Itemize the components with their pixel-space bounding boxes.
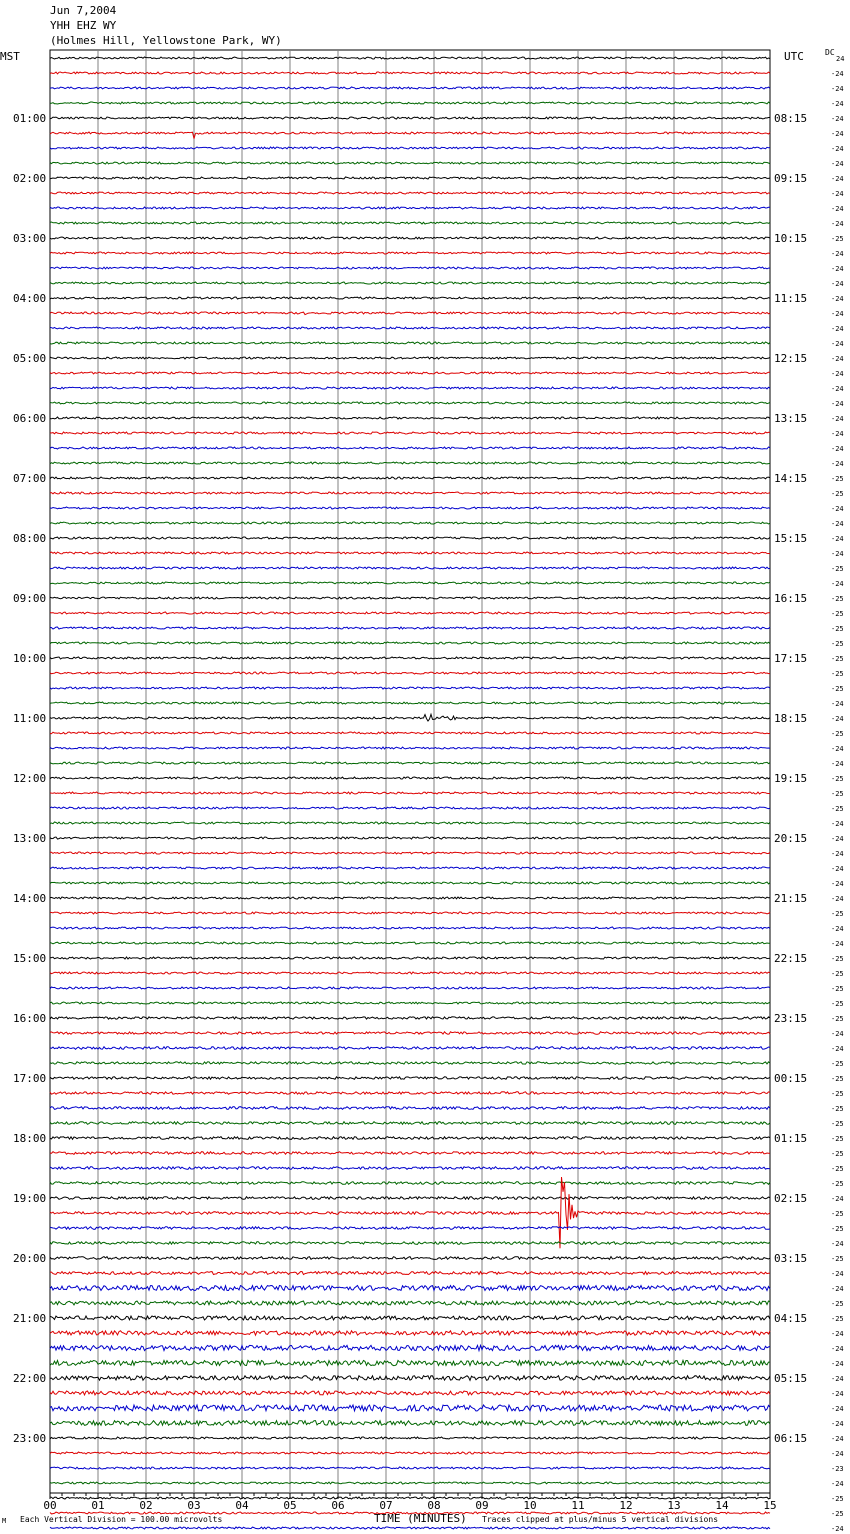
dc-offset-value: -24 xyxy=(831,160,844,168)
x-tick-label: 04 xyxy=(235,1499,249,1512)
left-hour-label: 21:00 xyxy=(13,1312,47,1325)
trace-row xyxy=(50,1527,770,1529)
trace-row xyxy=(50,1331,770,1335)
dc-offset-value: -24 xyxy=(831,580,844,588)
right-hour-label: 23:15 xyxy=(774,1012,808,1025)
left-hour-label: 06:00 xyxy=(13,412,47,425)
trace-row xyxy=(50,1077,770,1079)
trace-row xyxy=(50,72,770,74)
dc-offset-value: -24 xyxy=(831,1195,844,1203)
left-hour-label: 17:00 xyxy=(13,1072,47,1085)
left-hour-label: 13:00 xyxy=(13,832,47,845)
trace-row xyxy=(50,912,770,914)
trace-row xyxy=(50,807,770,809)
trace-row xyxy=(50,57,770,59)
dc-offset-value: -24 xyxy=(831,1330,844,1338)
dc-offset-value: -24 xyxy=(831,460,844,468)
trace-row xyxy=(50,1272,770,1275)
trace-row xyxy=(50,192,770,194)
trace-row xyxy=(50,987,770,989)
dc-offset-value: -25 xyxy=(831,1090,844,1098)
dc-offset-value: -25 xyxy=(831,955,844,963)
trace-row xyxy=(50,957,770,959)
station-code: YHH EHZ WY xyxy=(50,19,117,32)
dc-offset-value: -24 xyxy=(831,310,844,318)
x-tick-label: 07 xyxy=(379,1499,393,1512)
dc-offset-value: -25 xyxy=(831,1075,844,1083)
dc-offset-value: -25 xyxy=(831,685,844,693)
trace-row xyxy=(50,417,770,419)
dc-offset-value: -25 xyxy=(831,1510,844,1518)
trace-row xyxy=(50,687,770,689)
dc-offset-value: -24 xyxy=(831,850,844,858)
dc-offset-value: -25 xyxy=(831,730,844,738)
trace-row xyxy=(50,357,770,359)
plot-frame xyxy=(50,50,770,1493)
dc-offset-value: -24 xyxy=(831,1360,844,1368)
x-tick-label: 09 xyxy=(475,1499,489,1512)
dc-offset-value: -24 xyxy=(831,1030,844,1038)
dc-offset-value: -24 xyxy=(831,865,844,873)
left-hour-label: 23:00 xyxy=(13,1432,47,1445)
left-timezone-label: MST xyxy=(0,50,20,63)
left-hour-label: 08:00 xyxy=(13,532,47,545)
dc-label: DC xyxy=(825,48,835,57)
left-hour-label: 12:00 xyxy=(13,772,47,785)
dc-offset-value: -24 xyxy=(831,1420,844,1428)
right-hour-label: 05:15 xyxy=(774,1372,808,1385)
dc-offset-value: -24 xyxy=(831,1045,844,1053)
trace-row xyxy=(50,897,770,899)
dc-offset-value: -25 xyxy=(831,1255,844,1263)
trace-row xyxy=(50,252,770,254)
dc-offset-value: -25 xyxy=(831,775,844,783)
dc-offset-value: -24 xyxy=(831,265,844,273)
dc-offset-value: -24 xyxy=(831,820,844,828)
left-hour-label: 18:00 xyxy=(13,1132,47,1145)
trace-row xyxy=(50,1452,770,1454)
dc-offset-value: -24 xyxy=(831,205,844,213)
vertical-scale-note: Each Vertical Division = 100.00 microvolts xyxy=(20,1515,223,1524)
x-tick-label: 08 xyxy=(427,1499,441,1512)
dc-offset-value: -24 xyxy=(831,895,844,903)
dc-offset-value: -24 xyxy=(831,370,844,378)
dc-offset-value: -24 xyxy=(831,385,844,393)
dc-offset-value: -25 xyxy=(831,1000,844,1008)
trace-row xyxy=(50,1017,770,1019)
trace-row xyxy=(50,147,770,149)
trace-row xyxy=(50,1345,770,1350)
right-hour-label: 08:15 xyxy=(774,112,808,125)
dc-offset-value: -24 xyxy=(831,295,844,303)
right-hour-label: 15:15 xyxy=(774,532,808,545)
trace-row xyxy=(50,1177,770,1248)
trace-row xyxy=(50,1257,770,1260)
x-tick-label: 01 xyxy=(91,1499,105,1512)
x-tick-label: 15 xyxy=(763,1499,777,1512)
trace-row xyxy=(50,1437,770,1439)
trace-row xyxy=(50,732,770,734)
trace-row xyxy=(50,714,770,721)
dc-offset-value: -24 xyxy=(831,220,844,228)
dc-offset-value: -25 xyxy=(831,805,844,813)
dc-offset-value: -24 xyxy=(831,100,844,108)
dc-offset-value: -24 xyxy=(831,1240,844,1248)
dc-offset-value: -24 xyxy=(831,700,844,708)
right-hour-label: 18:15 xyxy=(774,712,808,725)
dc-offset-value: -25 xyxy=(831,1495,844,1503)
trace-row xyxy=(50,1316,770,1320)
dc-offset-value: -24 xyxy=(831,880,844,888)
trace-row xyxy=(50,1167,770,1170)
trace-row xyxy=(50,432,770,434)
dc-offset-value: -24 xyxy=(831,1270,844,1278)
right-hour-label: 22:15 xyxy=(774,952,808,965)
trace-row xyxy=(50,672,770,674)
x-tick-label: 13 xyxy=(667,1499,681,1512)
dc-offset-value: -25 xyxy=(831,790,844,798)
dc-offset-value: -25 xyxy=(831,640,844,648)
trace-row xyxy=(50,972,770,974)
dc-offset-value: -25 xyxy=(831,910,844,918)
trace-row xyxy=(50,942,770,944)
trace-row xyxy=(50,867,770,869)
dc-offset-value: -24 xyxy=(831,745,844,753)
right-hour-label: 11:15 xyxy=(774,292,808,305)
dc-offset-value: -25 xyxy=(831,1060,844,1068)
trace-row xyxy=(50,927,770,929)
dc-offset-value: -23 xyxy=(831,1465,844,1473)
dc-offset-value: -24 xyxy=(831,145,844,153)
trace-row xyxy=(50,882,770,884)
trace-row xyxy=(50,1405,770,1411)
trace-row xyxy=(50,552,770,554)
dc-offset-value: -24 xyxy=(831,715,844,723)
left-hour-label: 09:00 xyxy=(13,592,47,605)
trace-row xyxy=(50,1062,770,1064)
left-hour-label: 15:00 xyxy=(13,952,47,965)
trace-row xyxy=(50,567,770,569)
trace-row xyxy=(50,162,770,164)
trace-row xyxy=(50,582,770,584)
x-tick-label: 02 xyxy=(139,1499,153,1512)
left-hour-label: 01:00 xyxy=(13,112,47,125)
dc-offset-value: -24 xyxy=(831,1345,844,1353)
dc-offset-value: -25 xyxy=(831,1165,844,1173)
trace-row xyxy=(50,372,770,374)
left-hour-label: 02:00 xyxy=(13,172,47,185)
dc-offset-value: -24 xyxy=(831,415,844,423)
right-hour-label: 06:15 xyxy=(774,1432,808,1445)
dc-offset-value: -25 xyxy=(831,1300,844,1308)
trace-row xyxy=(50,87,770,89)
trace-row xyxy=(50,1467,770,1469)
trace-row xyxy=(50,387,770,389)
left-hour-label: 14:00 xyxy=(13,892,47,905)
x-axis-title: TIME (MINUTES) xyxy=(374,1512,467,1525)
trace-row xyxy=(50,537,770,539)
dc-offset-value: -24 xyxy=(831,190,844,198)
right-hour-label: 01:15 xyxy=(774,1132,808,1145)
trace-row xyxy=(50,312,770,315)
left-hour-label: 20:00 xyxy=(13,1252,47,1265)
dc-offset-value: -24 xyxy=(831,1375,844,1383)
trace-row xyxy=(50,852,770,854)
dc-offset-value: -25 xyxy=(831,970,844,978)
dc-offset-value: -24 xyxy=(831,1435,844,1443)
dc-offset-value: -25 xyxy=(831,235,844,243)
record-date: Jun 7,2004 xyxy=(50,4,117,17)
left-hour-label: 19:00 xyxy=(13,1192,47,1205)
trace-row xyxy=(50,822,770,824)
right-hour-label: 00:15 xyxy=(774,1072,808,1085)
trace-row xyxy=(50,507,770,509)
trace-row xyxy=(50,612,770,614)
trace-row xyxy=(50,657,770,659)
trace-row xyxy=(50,447,770,449)
right-hour-label: 19:15 xyxy=(774,772,808,785)
trace-row xyxy=(50,1286,770,1291)
left-hour-label: 05:00 xyxy=(13,352,47,365)
left-hour-label: 22:00 xyxy=(13,1372,47,1385)
station-location: (Holmes Hill, Yellowstone Park, WY) xyxy=(50,34,282,47)
trace-row xyxy=(50,1092,770,1094)
trace-row xyxy=(50,492,770,494)
dc-offset-value: -25 xyxy=(831,610,844,618)
trace-row xyxy=(50,237,770,239)
trace-row xyxy=(50,642,770,644)
trace-row xyxy=(50,597,770,599)
dc-offset-value: -25 xyxy=(831,1015,844,1023)
x-tick-label: 14 xyxy=(715,1499,729,1512)
trace-row xyxy=(50,132,770,139)
trace-row xyxy=(50,342,770,344)
trace-row xyxy=(50,207,770,209)
trace-row xyxy=(50,1227,770,1230)
dc-offset-value: -25 xyxy=(831,565,844,573)
left-hour-label: 10:00 xyxy=(13,652,47,665)
right-timezone-label: UTC xyxy=(784,50,804,63)
left-hour-label: 07:00 xyxy=(13,472,47,485)
footer-mark: M xyxy=(2,1517,7,1525)
dc-offset-value: -24 xyxy=(831,340,844,348)
dc-offset-value: -24 xyxy=(831,70,844,78)
dc-offset-value: 24 xyxy=(836,55,845,63)
dc-offset-value: -24 xyxy=(831,1390,844,1398)
dc-offset-value: -25 xyxy=(831,595,844,603)
trace-row xyxy=(50,1360,770,1365)
x-tick-label: 10 xyxy=(523,1499,537,1512)
dc-offset-value: -25 xyxy=(831,475,844,483)
trace-row xyxy=(50,1107,770,1110)
dc-offset-value: -24 xyxy=(831,1525,844,1533)
right-hour-label: 13:15 xyxy=(774,412,808,425)
trace-row xyxy=(50,1301,770,1305)
right-hour-label: 21:15 xyxy=(774,892,808,905)
dc-offset-value: -25 xyxy=(831,625,844,633)
trace-row xyxy=(50,1376,770,1381)
x-tick-label: 03 xyxy=(187,1499,201,1512)
dc-offset-value: -24 xyxy=(831,85,844,93)
dc-offset-value: -24 xyxy=(831,1450,844,1458)
dc-offset-value: -25 xyxy=(831,490,844,498)
dc-offset-value: -25 xyxy=(831,1225,844,1233)
dc-offset-value: -24 xyxy=(831,1285,844,1293)
trace-row xyxy=(50,1182,770,1185)
trace-row xyxy=(50,462,770,464)
left-hour-label: 03:00 xyxy=(13,232,47,245)
trace-row xyxy=(50,1152,770,1155)
right-hour-label: 16:15 xyxy=(774,592,808,605)
dc-offset-value: -25 xyxy=(831,670,844,678)
dc-offset-value: -25 xyxy=(831,1120,844,1128)
x-tick-label: 12 xyxy=(619,1499,633,1512)
dc-offset-value: -25 xyxy=(831,1150,844,1158)
right-hour-label: 10:15 xyxy=(774,232,808,245)
dc-offset-value: -24 xyxy=(831,760,844,768)
right-hour-label: 12:15 xyxy=(774,352,808,365)
trace-row xyxy=(50,522,770,524)
dc-offset-value: -25 xyxy=(831,655,844,663)
x-tick-label: 11 xyxy=(571,1499,585,1512)
left-hour-label: 04:00 xyxy=(13,292,47,305)
trace-row xyxy=(50,117,770,119)
dc-offset-value: -24 xyxy=(831,325,844,333)
dc-offset-value: -25 xyxy=(831,1315,844,1323)
right-hour-label: 03:15 xyxy=(774,1252,808,1265)
dc-offset-value: -24 xyxy=(831,115,844,123)
trace-row xyxy=(50,327,770,329)
dc-offset-value: -24 xyxy=(831,175,844,183)
dc-offset-value: -24 xyxy=(831,250,844,258)
dc-offset-value: -24 xyxy=(831,280,844,288)
trace-row xyxy=(50,177,770,179)
trace-row xyxy=(50,792,770,794)
trace-row xyxy=(50,1197,770,1200)
trace-row xyxy=(50,1497,770,1499)
trace-row xyxy=(50,1137,770,1140)
trace-row xyxy=(50,1122,770,1125)
dc-offset-value: -24 xyxy=(831,430,844,438)
trace-row xyxy=(50,1047,770,1050)
right-hour-label: 17:15 xyxy=(774,652,808,665)
dc-offset-value: -24 xyxy=(831,550,844,558)
trace-row xyxy=(50,1002,770,1004)
dc-offset-value: -24 xyxy=(831,940,844,948)
trace-row xyxy=(50,747,770,749)
clip-note: Traces clipped at plus/minus 5 vertical divisions xyxy=(482,1515,719,1524)
dc-offset-value: -25 xyxy=(831,1210,844,1218)
right-hour-label: 02:15 xyxy=(774,1192,808,1205)
dc-offset-value: -24 xyxy=(831,1480,844,1488)
trace-row xyxy=(50,222,770,224)
trace-row xyxy=(50,102,770,104)
x-tick-label: 00 xyxy=(43,1499,57,1512)
dc-offset-value: -24 xyxy=(831,130,844,138)
trace-row xyxy=(50,762,770,764)
trace-row xyxy=(50,627,770,629)
trace-row xyxy=(50,777,770,779)
right-hour-label: 04:15 xyxy=(774,1312,808,1325)
dc-offset-value: -25 xyxy=(831,1135,844,1143)
left-hour-label: 16:00 xyxy=(13,1012,47,1025)
dc-offset-value: -24 xyxy=(831,400,844,408)
dc-offset-value: -24 xyxy=(831,355,844,363)
trace-row xyxy=(50,837,770,839)
trace-row xyxy=(50,282,770,284)
dc-offset-value: -24 xyxy=(831,520,844,528)
dc-offset-value: -24 xyxy=(831,505,844,513)
trace-row xyxy=(50,1391,770,1395)
dc-offset-value: -24 xyxy=(831,535,844,543)
right-hour-label: 09:15 xyxy=(774,172,808,185)
dc-offset-value: -25 xyxy=(831,1180,844,1188)
dc-offset-value: -24 xyxy=(831,445,844,453)
dc-offset-value: -24 xyxy=(831,835,844,843)
dc-offset-value: -25 xyxy=(831,985,844,993)
trace-row xyxy=(50,402,770,404)
trace-row xyxy=(50,1482,770,1484)
x-tick-label: 06 xyxy=(331,1499,345,1512)
left-hour-label: 11:00 xyxy=(13,712,47,725)
trace-row xyxy=(50,1242,770,1245)
trace-row xyxy=(50,267,770,269)
right-hour-label: 14:15 xyxy=(774,472,808,485)
dc-offset-value: -24 xyxy=(831,925,844,933)
dc-offset-value: -24 xyxy=(831,1405,844,1413)
trace-row xyxy=(50,702,770,704)
trace-row xyxy=(50,1032,770,1034)
trace-row xyxy=(50,477,770,479)
trace-row xyxy=(50,1421,770,1426)
trace-row xyxy=(50,297,770,299)
x-tick-label: 05 xyxy=(283,1499,297,1512)
dc-offset-value: -25 xyxy=(831,1105,844,1113)
right-hour-label: 20:15 xyxy=(774,832,808,845)
